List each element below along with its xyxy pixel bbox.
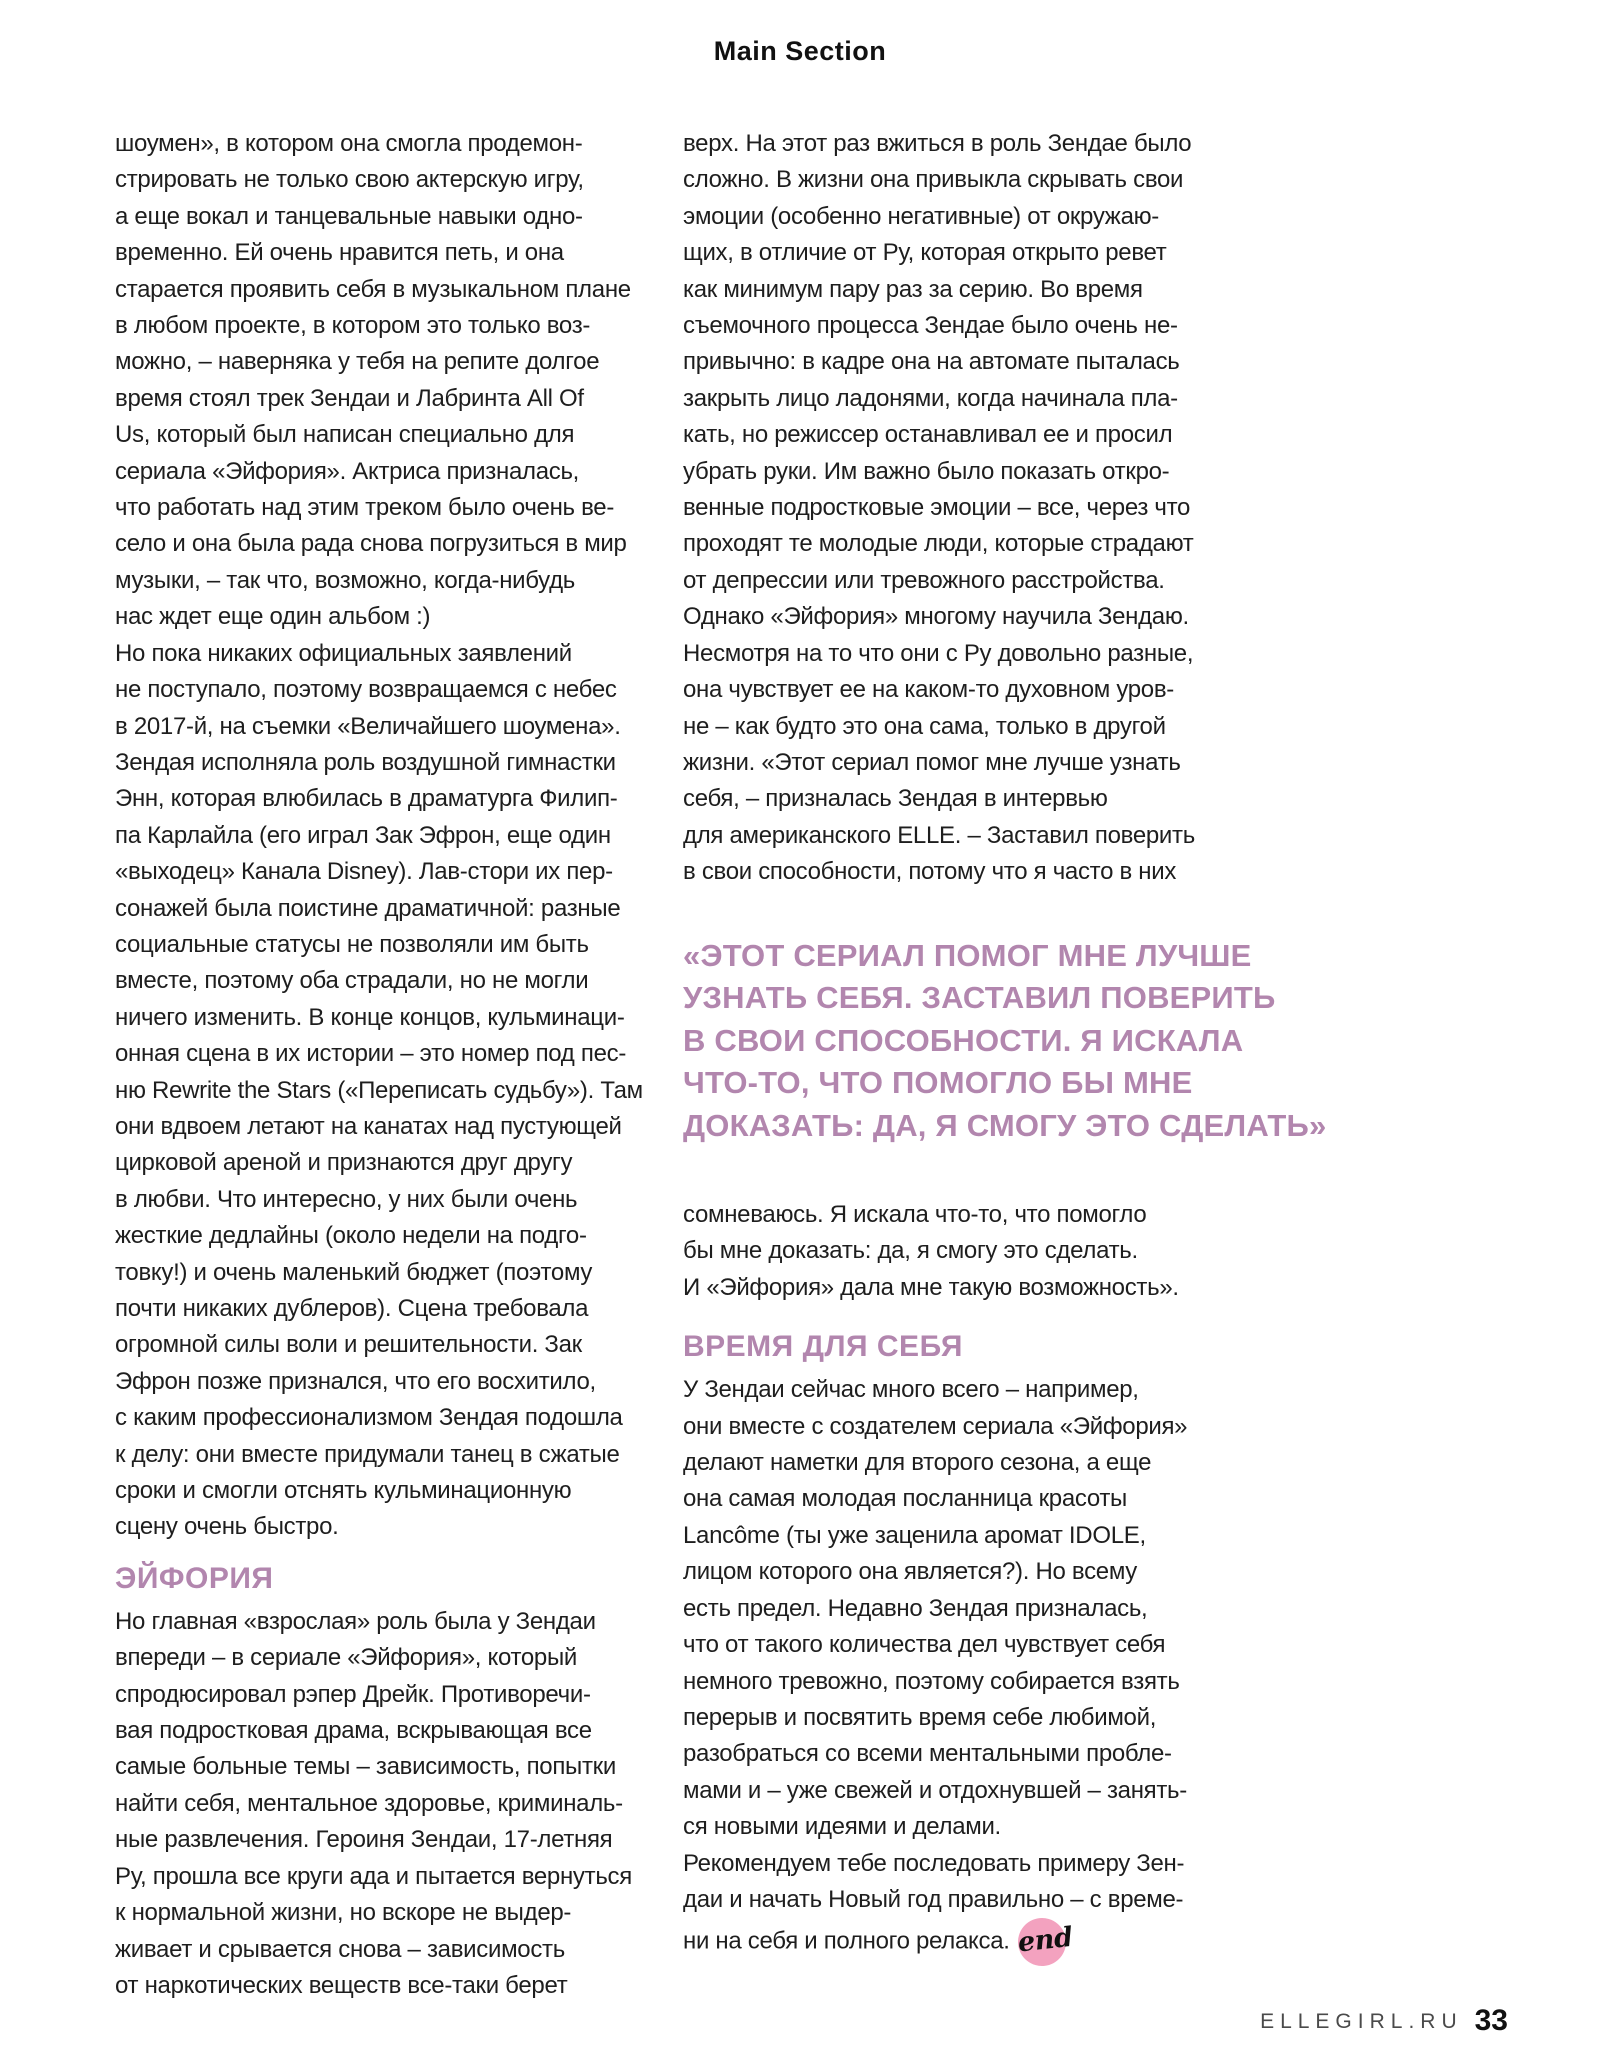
text-line: почти никаких дублеров). Сцена требовала bbox=[115, 1295, 589, 1322]
text-line: эмоции (особенно негативные) от окружаю- bbox=[683, 202, 1160, 230]
text-line: есть предел. Недавно Зендая призналась, bbox=[683, 1594, 1148, 1622]
section-heading-euphoria: ЭЙФОРИЯ bbox=[115, 1561, 274, 1595]
text-line: товку!) и очень маленький бюджет (поэтому bbox=[115, 1258, 593, 1286]
text-line: вая подростковая драма, вскрывающая все bbox=[115, 1717, 592, 1745]
text-line: ЧТО-ТО, ЧТО ПОМОГЛО БЫ МНЕ bbox=[683, 1065, 1193, 1101]
text-line: Ру, прошла все круги ада и пытается вернуться bbox=[115, 1862, 632, 1890]
text-line: сцену очень быстро. bbox=[115, 1513, 339, 1541]
paragraph-block-1 bbox=[115, 126, 677, 1546]
text-line: перерыв и посвятить время себе любимой, bbox=[683, 1703, 1157, 1731]
pull-quote bbox=[683, 935, 1413, 1148]
text-line: вместе, поэтому оба страдали, но не могли bbox=[115, 967, 589, 995]
text-line: самые больные темы – зависимость, попытки bbox=[115, 1753, 616, 1781]
text-line: щих, в отличие от Ру, которая открыто ревет bbox=[683, 239, 1167, 267]
text-line: ню Rewrite the Stars («Переписать судьбу»). Там bbox=[115, 1076, 643, 1104]
text-line: разобраться со всеми ментальными пробле- bbox=[683, 1740, 1172, 1768]
text-line: убрать руки. Им важно было показать откро- bbox=[683, 457, 1170, 485]
text-line: Lancôme (ты уже заценила аромат IDOLE, bbox=[683, 1521, 1146, 1549]
text-line: Рекомендуем тебе последовать примеру Зен- bbox=[683, 1849, 1185, 1877]
article-left-column bbox=[115, 126, 677, 2004]
text-line: сериала «Эйфория». Актриса призналась, bbox=[115, 457, 580, 485]
text-line: сонажей была поистине драматичной: разные bbox=[115, 894, 621, 922]
text-line: Но пока никаких официальных заявлений bbox=[115, 639, 572, 667]
text-line: себя, – призналась Зендая в интервью bbox=[683, 785, 1108, 813]
text-line: шоумен», в котором она смогла продемон- bbox=[115, 130, 583, 157]
text-line: съемочного процесса Зендае было очень не- bbox=[683, 312, 1178, 340]
text-line: что от такого количества дел чувствует себя bbox=[683, 1631, 1166, 1659]
text-line: бы мне доказать: да, я смогу это сделать. bbox=[683, 1237, 1138, 1265]
text-line: ничего изменить. В конце концов, кульминаци- bbox=[115, 1003, 625, 1031]
text-line: Но главная «взрослая» роль была у Зендаи bbox=[115, 1607, 596, 1635]
text-line: даи и начать Новый год правильно – с време- bbox=[683, 1885, 1184, 1913]
text-line: сомневаюсь. Я искала что-то, что помогло bbox=[683, 1201, 1147, 1229]
text-line: кать, но режиссер останавливал ее и просил bbox=[683, 421, 1173, 449]
text-line: она чувствует ее на каком-то духовном уров- bbox=[683, 676, 1174, 704]
text-line: к делу: они вместе придумали танец в сжатые bbox=[115, 1440, 620, 1468]
text-line: социальные статусы не позволяли им быть bbox=[115, 930, 589, 958]
text-line: музыки, – так что, возможно, когда-нибудь bbox=[115, 566, 575, 594]
text-line: временно. Ей очень нравится петь, и она bbox=[115, 239, 564, 267]
text-line: цирковой ареной и признаются друг другу bbox=[115, 1149, 573, 1177]
text-line: не – как будто это она сама, только в другой bbox=[683, 712, 1166, 740]
text-line: И «Эйфория» дала мне такую возможность». bbox=[683, 1273, 1179, 1301]
text-line: жесткие дедлайны (около недели на подго- bbox=[115, 1222, 587, 1250]
text-line: верх. На этот раз вжиться в роль Зендае было bbox=[683, 130, 1192, 157]
text-line: «выходец» Канала Disney). Лав-стори их пер- bbox=[115, 858, 613, 886]
text-line: к нормальной жизни, но вскоре не выдер- bbox=[115, 1899, 572, 1927]
text-line: село и она была рада снова погрузиться в мир bbox=[115, 530, 627, 558]
text-line: жизни. «Этот сериал помог мне лучше узнать bbox=[683, 748, 1181, 776]
paragraph-block-5 bbox=[683, 1372, 1248, 1918]
paragraph-block-3 bbox=[683, 126, 1248, 891]
text-line: не поступало, поэтому возвращаемся с небес bbox=[115, 676, 617, 704]
text-line: от депрессии или тревожного расстройства. bbox=[683, 566, 1165, 594]
text-line: а еще вокал и танцевальные навыки одно- bbox=[115, 202, 583, 230]
text-line: онная сцена в их истории – это номер под пес- bbox=[115, 1040, 627, 1068]
text-line: делают наметки для второго сезона, а еще bbox=[683, 1449, 1152, 1477]
text-line: как минимум пару раз за серию. Во время bbox=[683, 275, 1143, 303]
text-line: ные развлечения. Героиня Зендаи, 17-летняя bbox=[115, 1826, 613, 1854]
final-line-text: ни на себя и полного релакса. bbox=[683, 1927, 1010, 1955]
text-line: с каким профессионализмом Зендая подошла bbox=[115, 1404, 623, 1432]
text-line: лицом которого она является?). Но всему bbox=[683, 1558, 1138, 1586]
text-line: Эфрон позже признался, что его восхитило, bbox=[115, 1367, 596, 1395]
footer-site-url: ELLEGIRL.RU bbox=[1260, 2010, 1463, 2033]
text-line: что работать над этим треком было очень ве- bbox=[115, 494, 615, 522]
text-line: УЗНАТЬ СЕБЯ. ЗАСТАВИЛ ПОВЕРИТЬ bbox=[683, 980, 1276, 1016]
text-line: в любом проекте, в котором это только воз- bbox=[115, 312, 591, 340]
text-line: в свои способности, потому что я часто в них bbox=[683, 858, 1177, 886]
text-line: огромной силы воли и решительности. Зак bbox=[115, 1331, 582, 1359]
text-line: немного тревожно, поэтому собирается взять bbox=[683, 1667, 1180, 1695]
text-line: Us, который был написан специально для bbox=[115, 421, 575, 449]
text-line: ДОКАЗАТЬ: ДА, Я СМОГУ ЭТО СДЕЛАТЬ» bbox=[683, 1107, 1327, 1143]
text-line: время стоял трек Зендаи и Лабринта All Of bbox=[115, 384, 584, 412]
paragraph-block-4 bbox=[683, 1197, 1248, 1306]
text-line: проходят те молодые люди, которые страдают bbox=[683, 530, 1194, 558]
footer-page-number: 33 bbox=[1474, 2004, 1508, 2037]
text-line: старается проявить себя в музыкальном плане bbox=[115, 275, 631, 303]
text-line: мами и – уже свежей и отдохнувшей – занять- bbox=[683, 1776, 1187, 1804]
text-line: найти себя, ментальное здоровье, криминаль- bbox=[115, 1789, 623, 1817]
text-line: Однако «Эйфория» многому научила Зендаю. bbox=[683, 603, 1189, 631]
text-line: впереди – в сериале «Эйфория», который bbox=[115, 1644, 578, 1672]
text-line: нас ждет еще один альбом :) bbox=[115, 603, 431, 631]
text-line: для американского ELLE. – Заставил поверить bbox=[683, 821, 1195, 849]
text-line: привычно: в кадре она на автомате пыталась bbox=[683, 348, 1180, 376]
paragraph-block-2 bbox=[115, 1604, 677, 2004]
article-right-column bbox=[683, 126, 1413, 1966]
text-line: па Карлайла (его играл Зак Эфрон, еще один bbox=[115, 821, 611, 849]
text-line: живает и срывается снова – зависимость bbox=[115, 1935, 565, 1963]
text-line: ся новыми идеями и делами. bbox=[683, 1813, 1001, 1841]
text-line: в любви. Что интересно, у них были очень bbox=[115, 1185, 578, 1213]
text-line: в 2017-й, на съемки «Величайшего шоумена». bbox=[115, 712, 621, 740]
text-line: они вместе с создателем сериала «Эйфория» bbox=[683, 1412, 1188, 1440]
text-line: Несмотря на то что они с Ру довольно разные, bbox=[683, 639, 1194, 667]
end-of-article-badge: end bbox=[1015, 1916, 1068, 1969]
text-line: сложно. В жизни она привыкла скрывать свои bbox=[683, 166, 1184, 194]
text-line: У Зендаи сейчас много всего – например, bbox=[683, 1376, 1139, 1404]
text-line: можно, – наверняка у тебя на репите долгое bbox=[115, 348, 600, 376]
page-header-section-label: Main Section bbox=[713, 36, 887, 66]
text-line: сроки и смогли отснять кульминационную bbox=[115, 1477, 572, 1505]
text-line: она самая молодая посланница красоты bbox=[683, 1485, 1128, 1513]
text-line: стрировать не только свою актерскую игру, bbox=[115, 166, 584, 194]
text-line: они вдвоем летают на канатах над пустующей bbox=[115, 1112, 622, 1140]
page-footer bbox=[1260, 2004, 1508, 2038]
text-line: закрыть лицо ладонями, когда начинала пла- bbox=[683, 384, 1178, 412]
text-line: «ЭТОТ СЕРИАЛ ПОМОГ МНЕ ЛУЧШЕ bbox=[683, 937, 1252, 973]
text-line: венные подростковые эмоции – все, через что bbox=[683, 494, 1191, 522]
text-line: спродюсировал рэпер Дрейк. Противоречи- bbox=[115, 1680, 591, 1708]
article-final-line bbox=[683, 1918, 1248, 1966]
section-heading-time-for-self: ВРЕМЯ ДЛЯ СЕБЯ bbox=[683, 1330, 963, 1364]
text-line: от наркотических веществ все-таки берет bbox=[115, 1971, 568, 1999]
text-line: Зендая исполняла роль воздушной гимнастки bbox=[115, 748, 616, 776]
text-line: В СВОИ СПОСОБНОСТИ. Я ИСКАЛА bbox=[683, 1022, 1244, 1058]
text-line: Энн, которая влюбилась в драматурга Филип- bbox=[115, 785, 618, 813]
